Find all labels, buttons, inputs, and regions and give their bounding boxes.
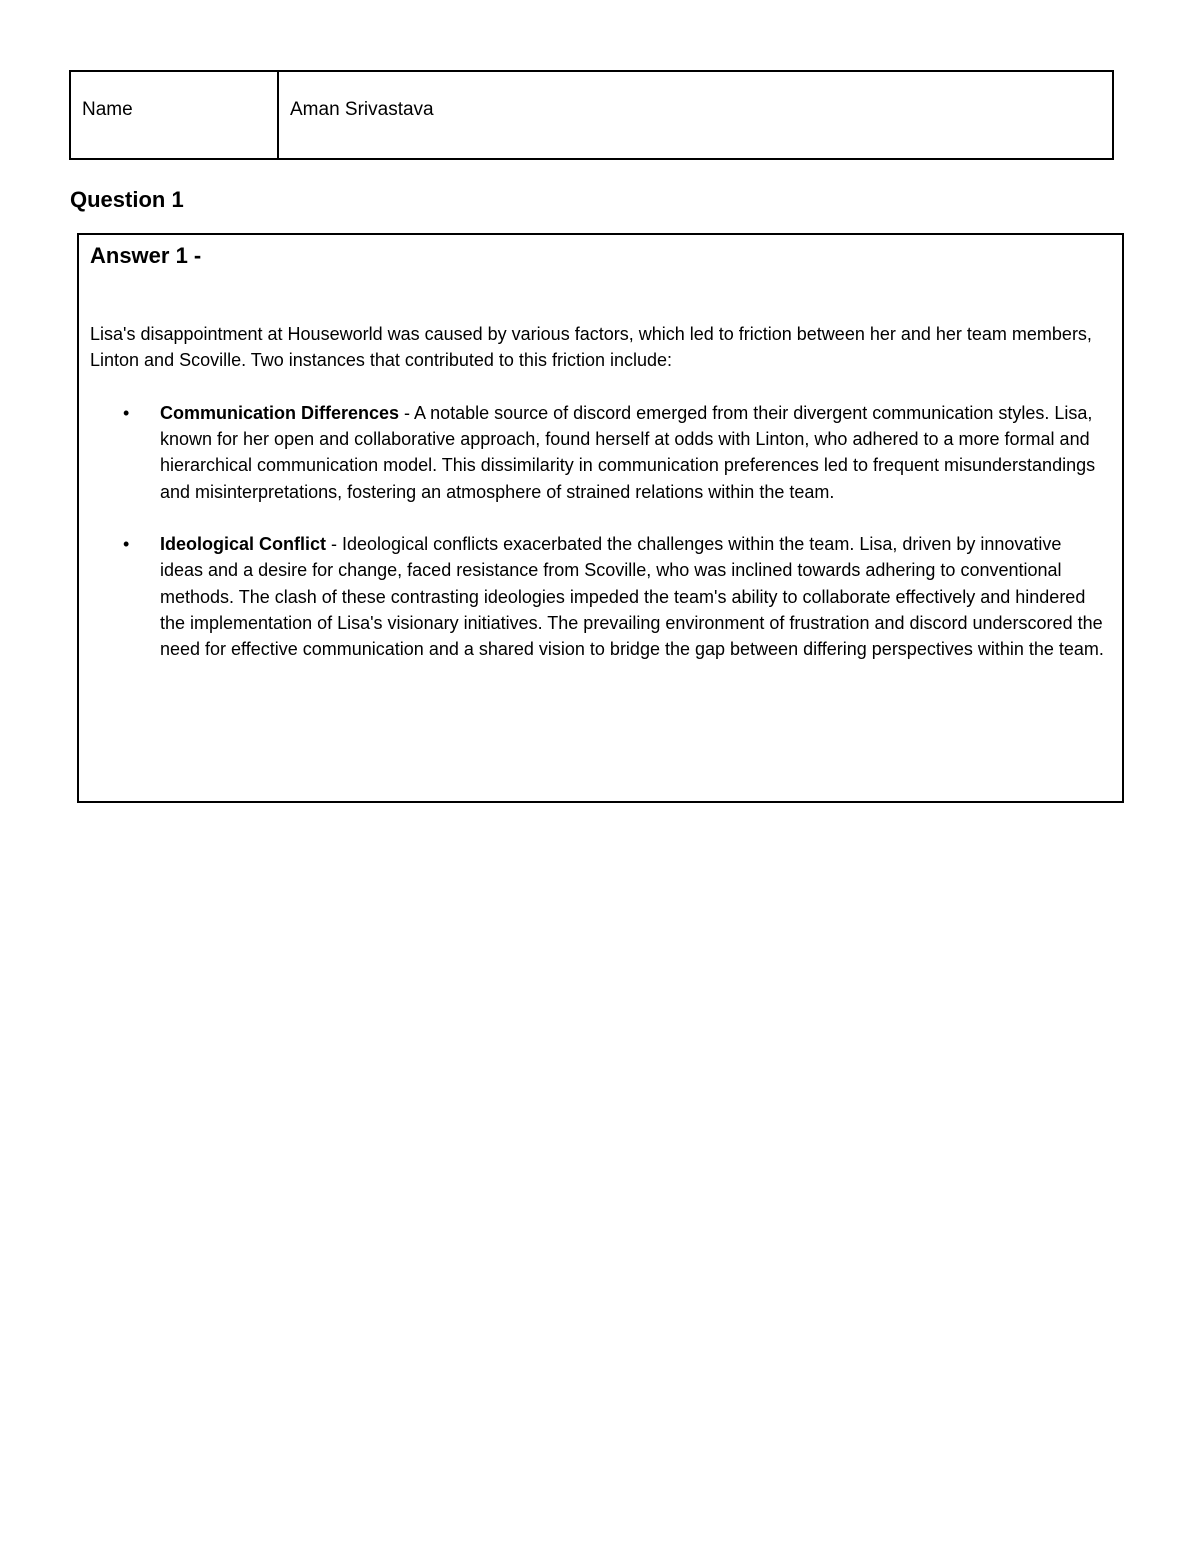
bullet-text: - Ideological conflicts exacerbated the challenges within the team. Lisa, driven by innovative ideas and a desire for change, faced resistance from Scoville, who was inclined towards adhering to conventional methods. The clash of these contrasting ideologies impeded the team's ability to collaborate effectively and hindered the implementation of Lisa's visionary initiatives. The prevailing environment of frustration and discord underscored the need for effective communication and a shared vision to bridge the gap between differing perspectives within the team. [160, 534, 1104, 660]
bullet-icon: • [123, 534, 130, 554]
name-value: Aman Srivastava [290, 99, 434, 120]
bullet-term: Communication Differences [160, 402, 400, 423]
answer-intro: Lisa's disappointment at Houseworld was caused by various factors, which led to friction between her and her team members, Linton and Scoville. Two instances that contributed to this friction include: [90, 324, 1092, 371]
name-table [69, 70, 1114, 160]
answer-title: Answer 1 - [90, 243, 202, 268]
bullet-text: - A notable source of discord emerged from their divergent communication styles. Lisa, known for her open and collaborative approach, found herself at odds with Linton, who adhered to a more formal and hierarchical communication model. This dissimilarity in communication preferences led to frequent misunderstandings and misinterpretations, fostering an atmosphere of strained relations within the team. [160, 402, 1096, 502]
bullet-item-communication [90, 400, 1106, 505]
name-label: Name [71, 72, 279, 158]
answer-box [77, 233, 1124, 803]
answer-bullet-list [90, 400, 1106, 663]
bullet-icon: • [123, 402, 130, 423]
question-heading: Question 1 [70, 187, 184, 212]
bullet-term: Ideological Conflict [160, 534, 327, 554]
bullet-item-ideological [90, 531, 1106, 662]
